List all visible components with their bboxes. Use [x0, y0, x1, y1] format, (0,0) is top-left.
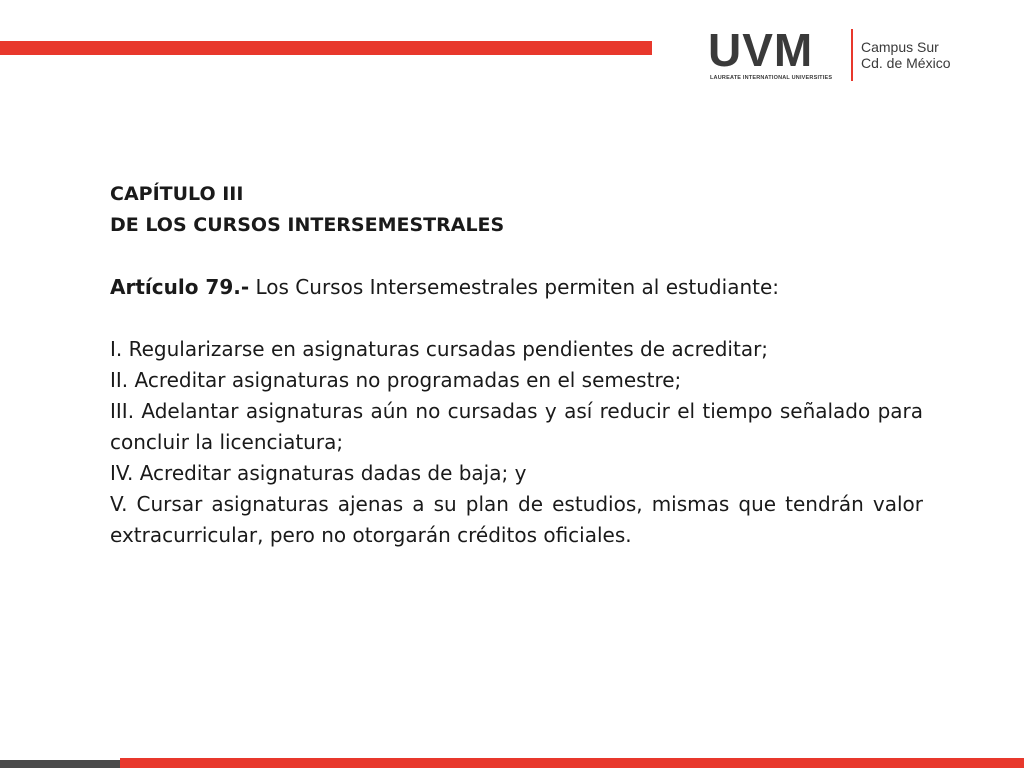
- campus-line-1: Campus Sur: [861, 39, 939, 55]
- top-accent-bar: [0, 41, 652, 55]
- article-text: Los Cursos Intersemestrales permiten al estudiante:: [249, 275, 780, 299]
- logo-divider: [851, 29, 853, 81]
- slide-content: [110, 179, 923, 551]
- bottom-gray-bar: [0, 760, 120, 768]
- list-item: I. Regularizarse en asignaturas cursadas pendientes de acreditar;: [110, 337, 769, 361]
- logo-tagline: LAUREATE INTERNATIONAL UNIVERSITIES: [710, 75, 833, 81]
- chapter-title: DE LOS CURSOS INTERSEMESTRALES: [110, 214, 505, 236]
- chapter-heading: CAPÍTULO III: [110, 183, 244, 205]
- list-item: IV. Acreditar asignaturas dadas de baja; y: [110, 461, 527, 485]
- list-item: III. Adelantar asignaturas aún no cursadas y así reducir el tiempo señalado para concluir la licenciatura;: [110, 399, 923, 454]
- list-item: II. Acreditar asignaturas no programadas en el semestre;: [110, 368, 682, 392]
- list-item: V. Cursar asignaturas ajenas a su plan de estudios, mismas que tendrán valor extracurricular, pero no otorgarán créditos oficiales.: [110, 492, 923, 547]
- article-label: Artículo 79.-: [110, 275, 250, 299]
- campus-name: [861, 39, 950, 71]
- uvm-logo: [708, 24, 998, 87]
- article-paragraph: [110, 272, 923, 303]
- logo-wordmark: UVM: [708, 24, 814, 76]
- bottom-accent-bar: [120, 758, 1024, 768]
- campus-line-2: Cd. de México: [861, 55, 951, 71]
